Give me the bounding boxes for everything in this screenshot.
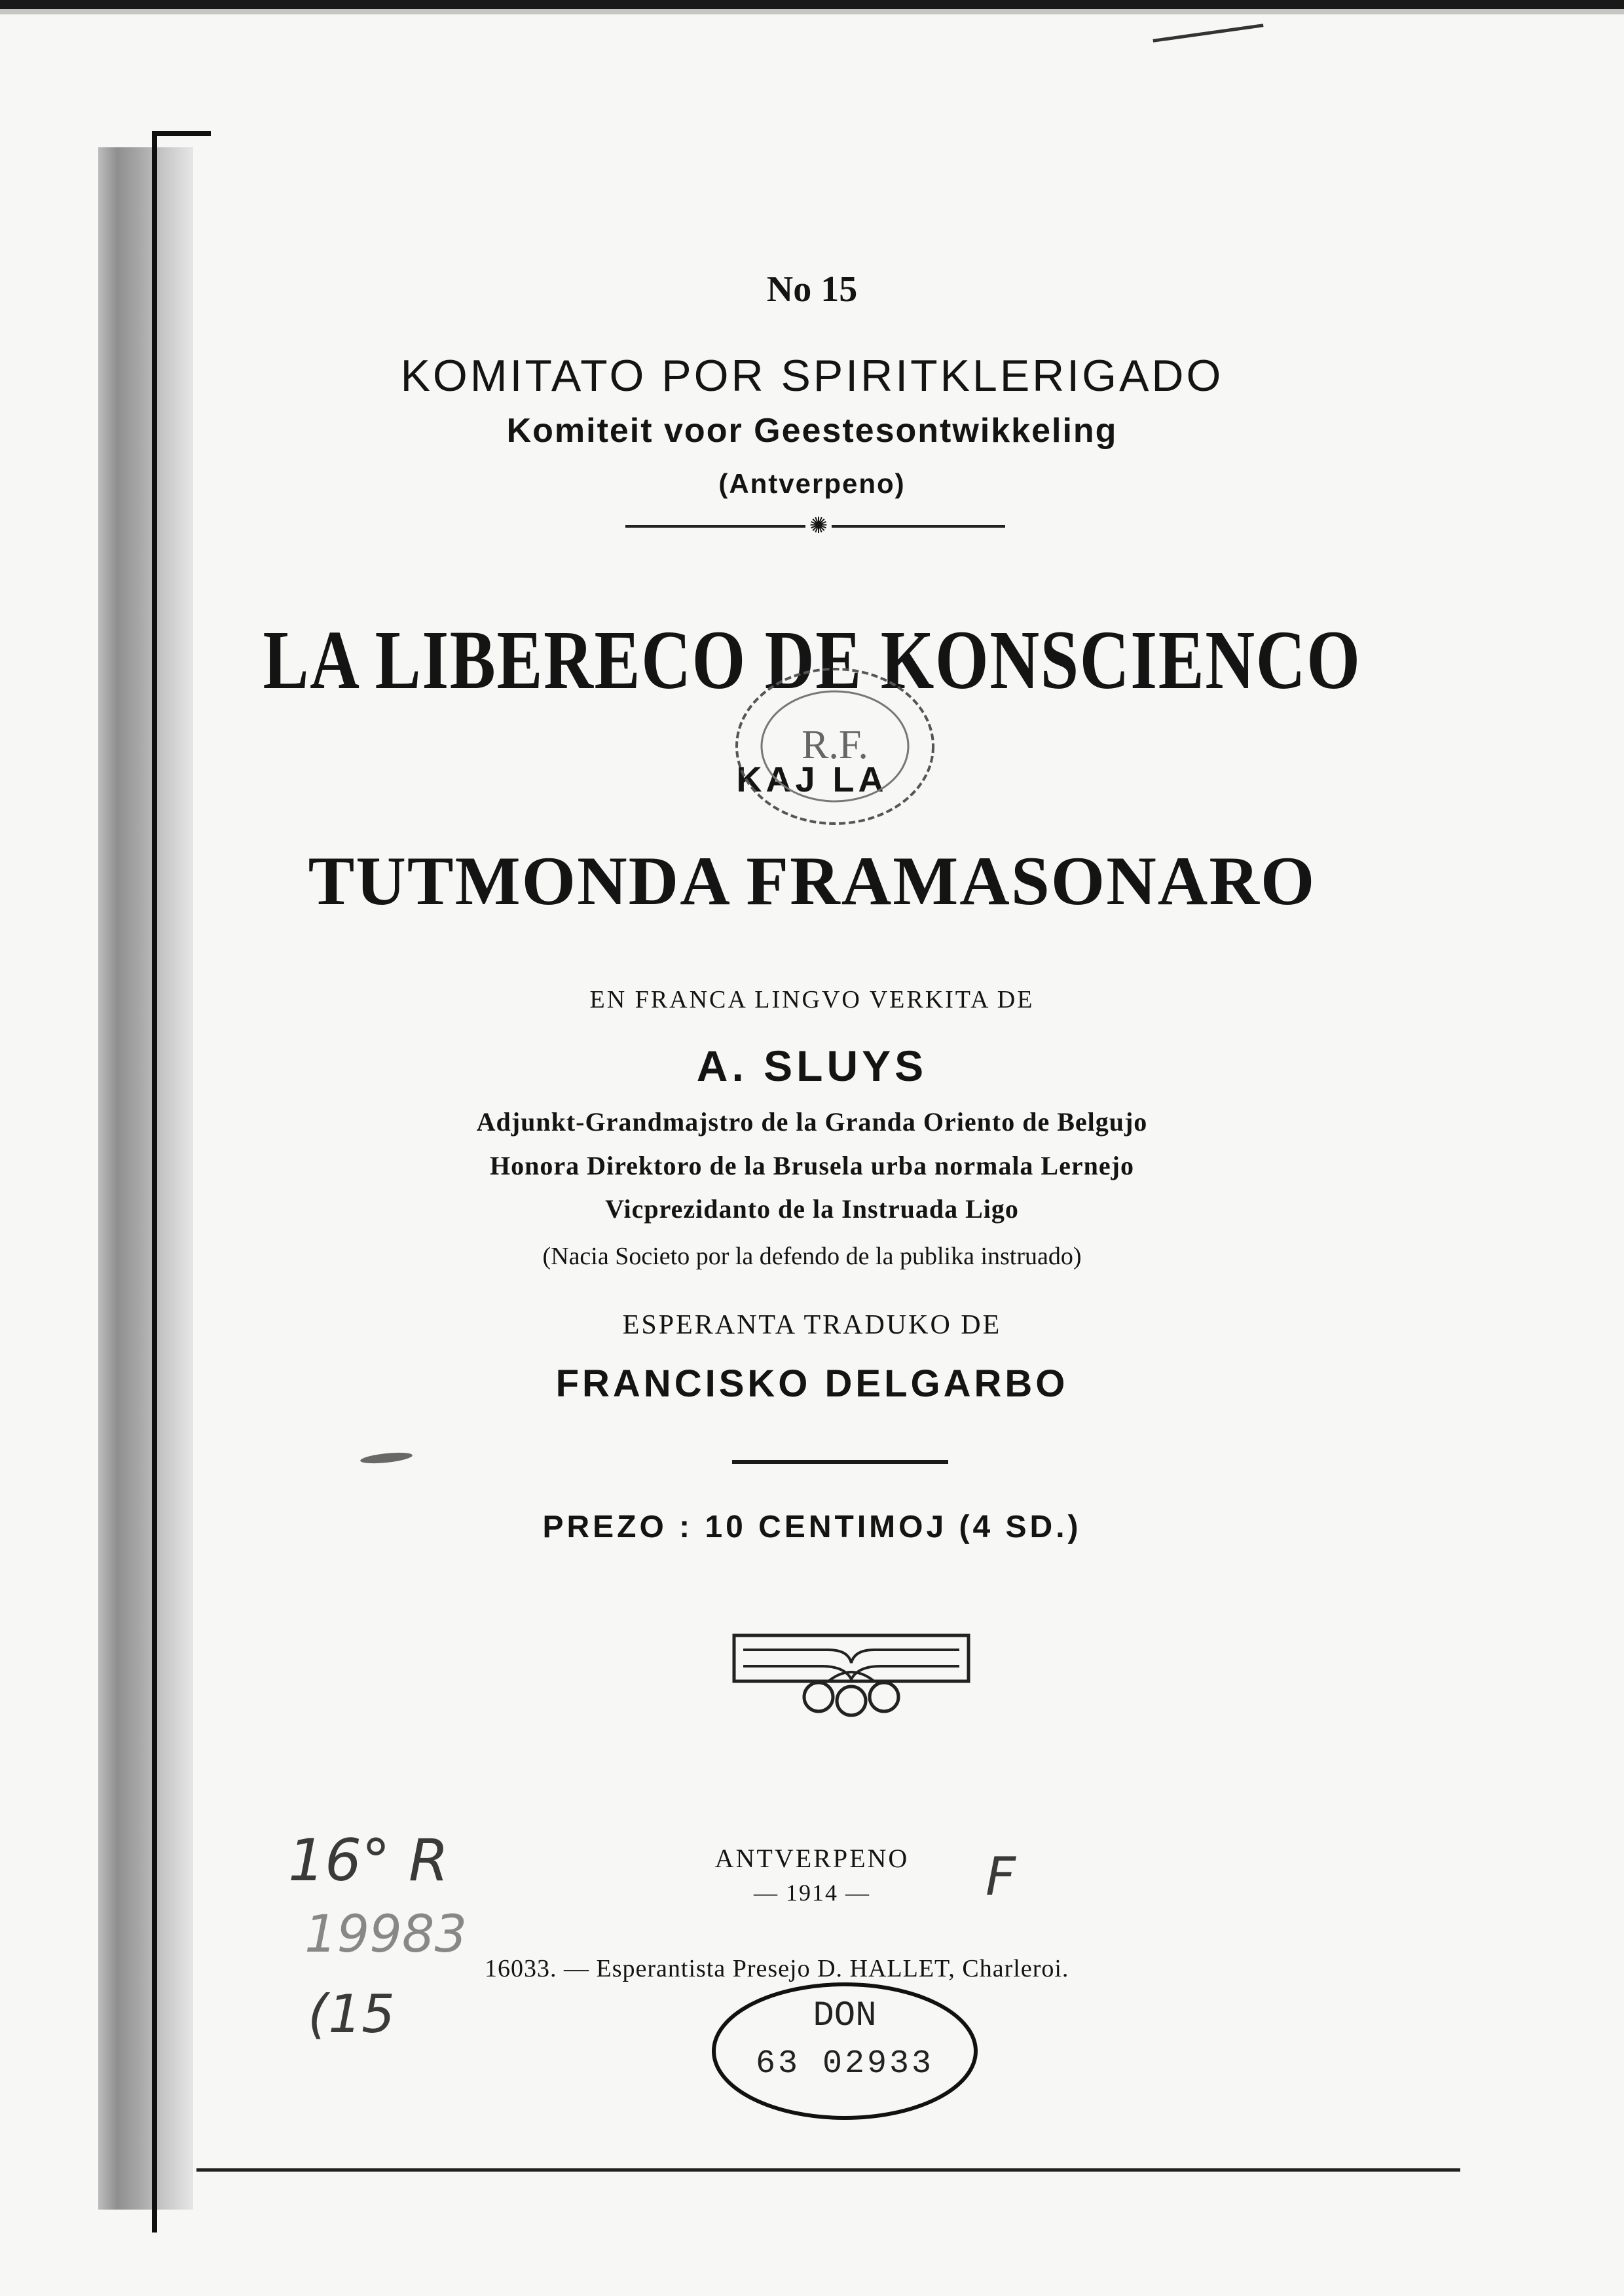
handwritten-shelfmark: 19983 [304,1905,468,1964]
author-role: Adjunkt-Grandmajstro de la Granda Oriento de Belgujo [476,1107,1148,1137]
committee-name-esperanto: KOMITATO POR SPIRITKLERIGADO [400,351,1224,401]
star-ornament-icon: ✺ [805,513,832,539]
corner-mark [1153,24,1263,43]
accession-stamp-label: DON [813,1996,877,2036]
handwritten-letter: F [986,1846,1016,1907]
author-role: Honora Direktoro de la Brusela urba normala Lernejo [490,1151,1134,1180]
author-role: Vicprezidanto de la Instruada Ligo [605,1194,1019,1224]
title-line-1: LA LIBERECO DE KONSCIENCO [263,613,1361,706]
title-connector: KAJ LA [736,760,888,799]
library-stamp-text: R.F. [802,723,868,767]
handwritten-shelfmark: (15 [308,1984,396,2045]
divider-rule [732,1460,948,1464]
imprint-city: ANTVERPENO [714,1844,910,1873]
accession-stamp [704,1974,986,2124]
library-stamp [727,661,943,831]
scan-edge-shadow [0,9,1624,14]
written-by-label: EN FRANCA LINGVO VERKITA DE [589,986,1035,1013]
title-line-2: TUTMONDA FRAMASONARO [308,843,1316,919]
spine-edge-cap [152,131,211,136]
accession-stamp-number: 63 02933 [755,2045,934,2083]
page-bottom-edge [196,2168,1460,2172]
imprint-year: — 1914 — [754,1880,870,1906]
price-line: PREZO : 10 CENTIMOJ (4 SD.) [542,1510,1082,1544]
author-name: A. SLUYS [696,1042,928,1090]
translation-by-label: ESPERANTA TRADUKO DE [622,1310,1002,1340]
scan-edge-top [0,0,1624,9]
committee-city: (Antverpeno) [718,468,906,499]
handwritten-shelfmark: 16° R [288,1827,449,1894]
translator-name: FRANCISKO DELGARBO [555,1362,1069,1405]
committee-name-dutch: Komiteit voor Geestesontwikkeling [506,412,1118,450]
society-note: (Nacia Societo por la defendo de la publika instruado) [542,1243,1082,1270]
ink-smudge [360,1451,413,1465]
printer-ornament-icon [730,1624,972,1722]
issue-number: No 15 [766,269,858,310]
printer-line: 16033. — Esperantista Presejo D. HALLET, Charleroi. [485,1955,1069,1982]
